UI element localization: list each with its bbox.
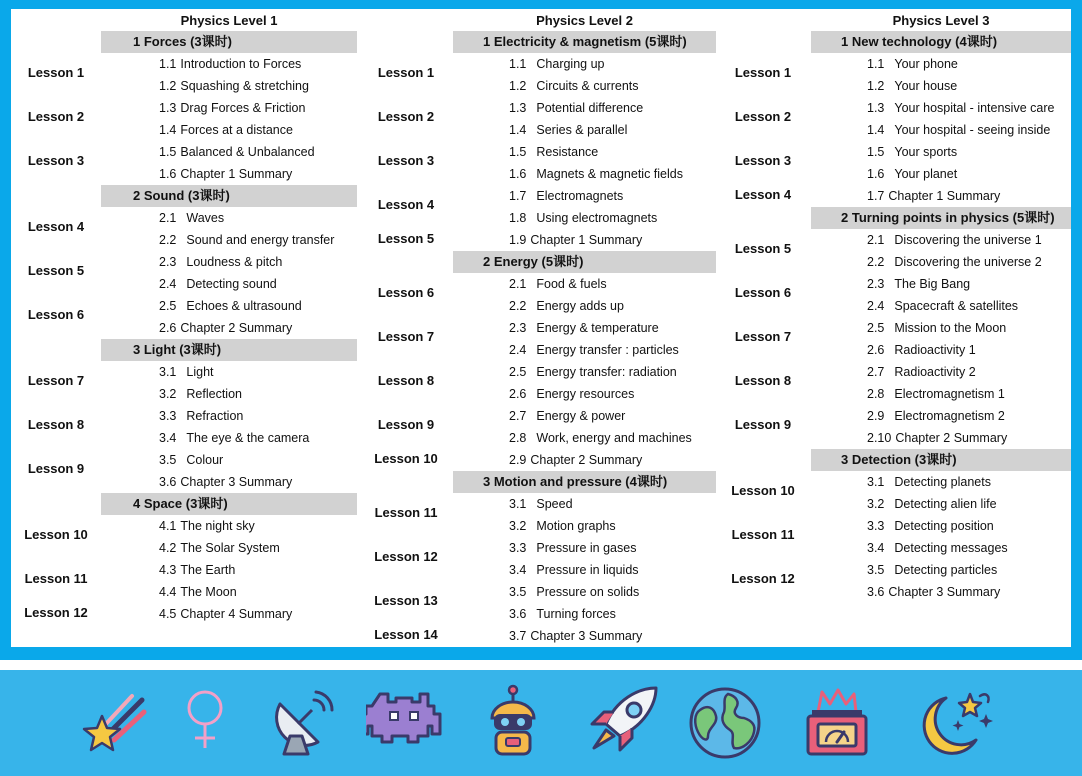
- topic-number: 3.7: [509, 629, 527, 643]
- topic-item: [867, 295, 1018, 317]
- topic-number: 3.1: [159, 365, 177, 379]
- earth-globe-icon: [686, 684, 764, 762]
- level-3-title: Physics Level 3: [892, 13, 990, 28]
- topic-number: 2.2: [159, 233, 177, 247]
- topic-item: [867, 427, 1007, 449]
- lesson-label: Lesson 6: [27, 307, 85, 322]
- topic-title: Chapter 3 Summary: [530, 629, 643, 643]
- shooting-star-icon: [80, 688, 150, 758]
- lesson-label: Lesson 7: [377, 329, 435, 344]
- section-header: 3 Light (3课时): [101, 339, 357, 361]
- topic-item: [509, 625, 642, 647]
- topic-item: [159, 317, 292, 339]
- topic-item: [159, 471, 292, 493]
- topic-item: [867, 383, 1005, 405]
- topic-title: Detecting position: [894, 519, 994, 533]
- topic-item: [159, 53, 301, 75]
- topic-title: The night sky: [180, 519, 255, 533]
- topic-item: [159, 383, 242, 405]
- topic-title: Electromagnets: [536, 189, 624, 203]
- topic-item: [509, 515, 616, 537]
- topic-item: [159, 75, 309, 97]
- topic-item: [867, 515, 994, 537]
- topic-title: Your planet: [894, 167, 958, 181]
- topic-number: 2.3: [867, 277, 885, 291]
- rocket-icon: [582, 684, 662, 760]
- topic-item: [867, 185, 1000, 207]
- lesson-label: Lesson 12: [24, 605, 88, 620]
- topic-number: 1.5: [867, 145, 885, 159]
- topic-number: 2.5: [509, 365, 527, 379]
- topic-item: [509, 383, 634, 405]
- topic-item: [509, 295, 624, 317]
- control-panel-icon: [800, 684, 874, 760]
- lesson-label: Lesson 5: [27, 263, 85, 278]
- topic-number: 3.1: [867, 475, 885, 489]
- topic-title: Chapter 2 Summary: [895, 431, 1008, 445]
- section-header: 2 Turning points in physics (5课时): [811, 207, 1071, 229]
- topic-number: 4.5: [159, 607, 177, 621]
- topic-item: [159, 251, 282, 273]
- topic-number: 1.2: [509, 79, 527, 93]
- satellite-dish-icon: [272, 686, 338, 758]
- topic-title: The Earth: [180, 563, 236, 577]
- lesson-label: Lesson 1: [27, 65, 85, 80]
- topic-title: Potential difference: [536, 101, 644, 115]
- topic-title: Spacecraft & satellites: [894, 299, 1019, 313]
- topic-title: Echoes & ultrasound: [186, 299, 302, 313]
- topic-number: 2.4: [867, 299, 885, 313]
- topic-item: [867, 493, 997, 515]
- topic-title: Your phone: [894, 57, 958, 71]
- topic-title: Turning forces: [536, 607, 616, 621]
- topic-title: Refraction: [186, 409, 244, 423]
- topic-title: Chapter 1 Summary: [180, 167, 293, 181]
- topic-item: [159, 361, 214, 383]
- lesson-label: Lesson 10: [731, 483, 795, 498]
- topic-item: [509, 229, 642, 251]
- topic-item: [867, 537, 1008, 559]
- lesson-label: Lesson 2: [27, 109, 85, 124]
- lesson-label: Lesson 3: [27, 153, 85, 168]
- topic-item: [509, 185, 623, 207]
- level-1-column: [11, 9, 366, 647]
- topic-title: Light: [186, 365, 214, 379]
- topic-title: Mission to the Moon: [894, 321, 1007, 335]
- topic-item: [159, 559, 235, 581]
- topic-item: [509, 119, 627, 141]
- topic-item: [867, 141, 957, 163]
- topic-item: [159, 119, 293, 141]
- topic-number: 1.6: [867, 167, 885, 181]
- topic-number: 3.4: [159, 431, 177, 445]
- topic-number: 3.5: [509, 585, 527, 599]
- topic-number: 1.2: [867, 79, 885, 93]
- topic-item: [509, 449, 642, 471]
- topic-item: [509, 141, 598, 163]
- topic-item: [509, 405, 625, 427]
- topic-number: 1.7: [509, 189, 527, 203]
- topic-number: 1.4: [867, 123, 885, 137]
- curriculum-panel: [11, 9, 1071, 647]
- topic-title: Circuits & currents: [536, 79, 639, 93]
- topic-number: 2.4: [159, 277, 177, 291]
- topic-title: Chapter 2 Summary: [530, 453, 643, 467]
- lesson-label: Lesson 12: [374, 549, 438, 564]
- topic-title: Resistance: [536, 145, 599, 159]
- lesson-label: Lesson 13: [374, 593, 438, 608]
- topic-title: Pressure on solids: [536, 585, 640, 599]
- lesson-label: Lesson 2: [377, 109, 435, 124]
- topic-item: [509, 53, 605, 75]
- topic-item: [867, 75, 957, 97]
- topic-number: 1.9: [509, 233, 527, 247]
- topic-item: [867, 119, 1050, 141]
- topic-title: Charging up: [536, 57, 605, 71]
- topic-title: Detecting sound: [186, 277, 277, 291]
- topic-title: Detecting alien life: [894, 497, 997, 511]
- topic-number: 2.7: [867, 365, 885, 379]
- topic-item: [867, 251, 1042, 273]
- topic-number: 3.6: [159, 475, 177, 489]
- lesson-label: Lesson 10: [374, 451, 438, 466]
- lesson-label: Lesson 8: [27, 417, 85, 432]
- topic-number: 1.6: [159, 167, 177, 181]
- topic-title: The eye & the camera: [186, 431, 310, 445]
- topic-number: 3.6: [867, 585, 885, 599]
- lesson-label: Lesson 4: [734, 187, 792, 202]
- lesson-label: Lesson 11: [24, 571, 88, 586]
- topic-number: 3.2: [509, 519, 527, 533]
- topic-title: Chapter 3 Summary: [888, 585, 1001, 599]
- lesson-label: Lesson 12: [731, 571, 795, 586]
- topic-title: Chapter 2 Summary: [180, 321, 293, 335]
- topic-title: The Big Bang: [894, 277, 971, 291]
- topic-item: [867, 559, 997, 581]
- topic-item: [509, 75, 639, 97]
- topic-title: Your sports: [894, 145, 958, 159]
- topic-item: [159, 163, 292, 185]
- topic-title: Sound and energy transfer: [186, 233, 335, 247]
- topic-title: Radioactivity 1: [894, 343, 976, 357]
- section-header: 2 Energy (5课时): [453, 251, 716, 273]
- lesson-label: Lesson 11: [374, 505, 438, 520]
- topic-number: 1.8: [509, 211, 527, 225]
- topic-item: [867, 229, 1042, 251]
- topic-title: Energy transfer : particles: [536, 343, 679, 357]
- topic-number: 2.3: [509, 321, 527, 335]
- topic-item: [509, 493, 573, 515]
- topic-title: The Solar System: [180, 541, 280, 555]
- topic-number: 3.4: [509, 563, 527, 577]
- topic-number: 4.2: [159, 541, 177, 555]
- topic-title: Introduction to Forces: [180, 57, 302, 71]
- topic-item: [509, 559, 639, 581]
- lesson-label: Lesson 5: [377, 231, 435, 246]
- topic-number: 2.2: [509, 299, 527, 313]
- lesson-label: Lesson 7: [27, 373, 85, 388]
- topic-title: Energy & power: [536, 409, 626, 423]
- topic-title: Chapter 1 Summary: [888, 189, 1001, 203]
- lesson-label: Lesson 9: [377, 417, 435, 432]
- topic-title: Work, energy and machines: [536, 431, 692, 445]
- topic-number: 1.4: [159, 123, 177, 137]
- topic-title: Squashing & stretching: [180, 79, 309, 93]
- topic-number: 2.1: [867, 233, 885, 247]
- topic-item: [159, 603, 292, 625]
- topic-number: 3.3: [867, 519, 885, 533]
- topic-title: Food & fuels: [536, 277, 607, 291]
- topic-title: Electromagnetism 1: [894, 387, 1005, 401]
- topic-title: Detecting planets: [894, 475, 991, 489]
- topic-title: Balanced & Unbalanced: [180, 145, 315, 159]
- topic-title: Colour: [186, 453, 224, 467]
- topic-number: 1.6: [509, 167, 527, 181]
- topic-title: The Moon: [180, 585, 237, 599]
- topic-title: Electromagnetism 2: [894, 409, 1005, 423]
- topic-item: [867, 581, 1000, 603]
- topic-title: Detecting messages: [894, 541, 1008, 555]
- lesson-label: Lesson 14: [374, 627, 438, 642]
- lesson-label: Lesson 9: [734, 417, 792, 432]
- topic-number: 3.5: [159, 453, 177, 467]
- topic-number: 2.9: [509, 453, 527, 467]
- topic-item: [509, 339, 679, 361]
- topic-title: Using electromagnets: [536, 211, 658, 225]
- topic-number: 1.3: [159, 101, 177, 115]
- topic-title: Reflection: [186, 387, 242, 401]
- topic-title: Chapter 3 Summary: [180, 475, 293, 489]
- space-invader-icon: [366, 690, 442, 750]
- section-header: 3 Detection (3课时): [811, 449, 1071, 471]
- topic-item: [509, 361, 677, 383]
- topic-item: [159, 273, 277, 295]
- topic-title: Magnets & magnetic fields: [536, 167, 683, 181]
- topic-title: Chapter 1 Summary: [530, 233, 643, 247]
- topic-item: [159, 207, 224, 229]
- level-1-title: Physics Level 1: [180, 13, 278, 28]
- topic-title: Forces at a distance: [180, 123, 293, 137]
- topic-number: 1.2: [159, 79, 177, 93]
- level-3-column: [721, 9, 1071, 647]
- lesson-label: Lesson 7: [734, 329, 792, 344]
- topic-item: [159, 229, 334, 251]
- topic-number: 2.8: [867, 387, 885, 401]
- topic-title: Loudness & pitch: [186, 255, 283, 269]
- topic-number: 3.5: [867, 563, 885, 577]
- topic-number: 2.5: [867, 321, 885, 335]
- topic-title: Pressure in liquids: [536, 563, 639, 577]
- lesson-label: Lesson 3: [377, 153, 435, 168]
- topic-title: Discovering the universe 2: [894, 255, 1042, 269]
- topic-title: Energy resources: [536, 387, 635, 401]
- topic-title: Series & parallel: [536, 123, 628, 137]
- topic-title: Energy & temperature: [536, 321, 659, 335]
- lesson-label: Lesson 8: [734, 373, 792, 388]
- topic-number: 3.2: [159, 387, 177, 401]
- topic-item: [509, 537, 636, 559]
- topic-title: Waves: [186, 211, 225, 225]
- topic-title: Chapter 4 Summary: [180, 607, 293, 621]
- topic-number: 1.1: [509, 57, 527, 71]
- topic-number: 1.3: [509, 101, 527, 115]
- robot-icon: [480, 684, 546, 760]
- lesson-label: Lesson 4: [377, 197, 435, 212]
- topic-title: Discovering the universe 1: [894, 233, 1042, 247]
- topic-item: [159, 449, 223, 471]
- topic-item: [159, 97, 305, 119]
- topic-item: [159, 537, 280, 559]
- section-header: 1 Forces (3课时): [101, 31, 357, 53]
- topic-number: 1.1: [867, 57, 885, 71]
- topic-number: 2.3: [159, 255, 177, 269]
- lesson-label: Lesson 1: [377, 65, 435, 80]
- topic-item: [867, 339, 976, 361]
- topic-title: Energy transfer: radiation: [536, 365, 677, 379]
- topic-item: [509, 207, 657, 229]
- topic-number: 2.8: [509, 431, 527, 445]
- topic-number: 1.1: [159, 57, 177, 71]
- section-header: 1 New technology (4课时): [811, 31, 1071, 53]
- topic-title: Detecting particles: [894, 563, 998, 577]
- topic-item: [509, 163, 683, 185]
- topic-item: [867, 273, 970, 295]
- section-header: 1 Electricity & magnetism (5课时): [453, 31, 716, 53]
- lesson-label: Lesson 3: [734, 153, 792, 168]
- topic-item: [509, 97, 643, 119]
- level-2-title: Physics Level 2: [536, 13, 633, 28]
- topic-item: [509, 603, 616, 625]
- topic-number: 2.6: [159, 321, 177, 335]
- topic-item: [509, 581, 639, 603]
- topic-item: [867, 361, 976, 383]
- topic-item: [159, 581, 237, 603]
- topic-number: 4.4: [159, 585, 177, 599]
- topic-item: [867, 317, 1006, 339]
- topic-title: Pressure in gases: [536, 541, 637, 555]
- topic-number: 1.5: [159, 145, 177, 159]
- topic-number: 3.4: [867, 541, 885, 555]
- topic-item: [509, 273, 607, 295]
- lesson-label: Lesson 2: [734, 109, 792, 124]
- crescent-moon-icon: [912, 684, 996, 762]
- topic-item: [509, 317, 659, 339]
- topic-item: [867, 163, 957, 185]
- lesson-label: Lesson 1: [734, 65, 792, 80]
- topic-item: [867, 471, 991, 493]
- topic-number: 4.1: [159, 519, 177, 533]
- topic-number: 3.3: [509, 541, 527, 555]
- topic-title: Speed: [536, 497, 573, 511]
- topic-number: 3.2: [867, 497, 885, 511]
- topic-item: [867, 97, 1054, 119]
- topic-number: 2.9: [867, 409, 885, 423]
- lesson-label: Lesson 11: [731, 527, 795, 542]
- topic-number: 1.5: [509, 145, 527, 159]
- topic-title: Your house: [894, 79, 958, 93]
- topic-title: Motion graphs: [536, 519, 616, 533]
- topic-item: [159, 295, 302, 317]
- topic-item: [509, 427, 692, 449]
- topic-item: [159, 405, 243, 427]
- topic-title: Your hospital - intensive care: [894, 101, 1055, 115]
- topic-number: 2.1: [159, 211, 177, 225]
- lesson-label: Lesson 8: [377, 373, 435, 388]
- topic-item: [867, 405, 1005, 427]
- section-header: 2 Sound (3课时): [101, 185, 357, 207]
- topic-title: Drag Forces & Friction: [180, 101, 306, 115]
- lesson-label: Lesson 6: [377, 285, 435, 300]
- topic-number: 2.6: [867, 343, 885, 357]
- level-2-column: [366, 9, 721, 647]
- topic-item: [867, 53, 958, 75]
- topic-title: Radioactivity 2: [894, 365, 976, 379]
- topic-number: 2.2: [867, 255, 885, 269]
- topic-number: 2.5: [159, 299, 177, 313]
- lesson-label: Lesson 6: [734, 285, 792, 300]
- topic-title: Your hospital - seeing inside: [894, 123, 1051, 137]
- topic-number: 2.4: [509, 343, 527, 357]
- topic-number: 1.4: [509, 123, 527, 137]
- topic-number: 1.3: [867, 101, 885, 115]
- topic-number: 3.6: [509, 607, 527, 621]
- topic-item: [159, 141, 315, 163]
- topic-number: 2.7: [509, 409, 527, 423]
- section-header: 3 Motion and pressure (4课时): [453, 471, 716, 493]
- icon-bar: [0, 670, 1082, 776]
- lesson-label: Lesson 10: [24, 527, 88, 542]
- topic-number: 3.1: [509, 497, 527, 511]
- topic-number: 1.7: [867, 189, 885, 203]
- topic-item: [159, 515, 255, 537]
- lesson-label: Lesson 9: [27, 461, 85, 476]
- lesson-label: Lesson 5: [734, 241, 792, 256]
- topic-number: 3.3: [159, 409, 177, 423]
- topic-title: Energy adds up: [536, 299, 624, 313]
- topic-item: [159, 427, 309, 449]
- lesson-label: Lesson 4: [27, 219, 85, 234]
- section-header: 4 Space (3课时): [101, 493, 357, 515]
- topic-number: 2.10: [867, 431, 892, 445]
- topic-number: 4.3: [159, 563, 177, 577]
- topic-number: 2.6: [509, 387, 527, 401]
- topic-number: 2.1: [509, 277, 527, 291]
- venus-symbol-icon: [175, 684, 235, 754]
